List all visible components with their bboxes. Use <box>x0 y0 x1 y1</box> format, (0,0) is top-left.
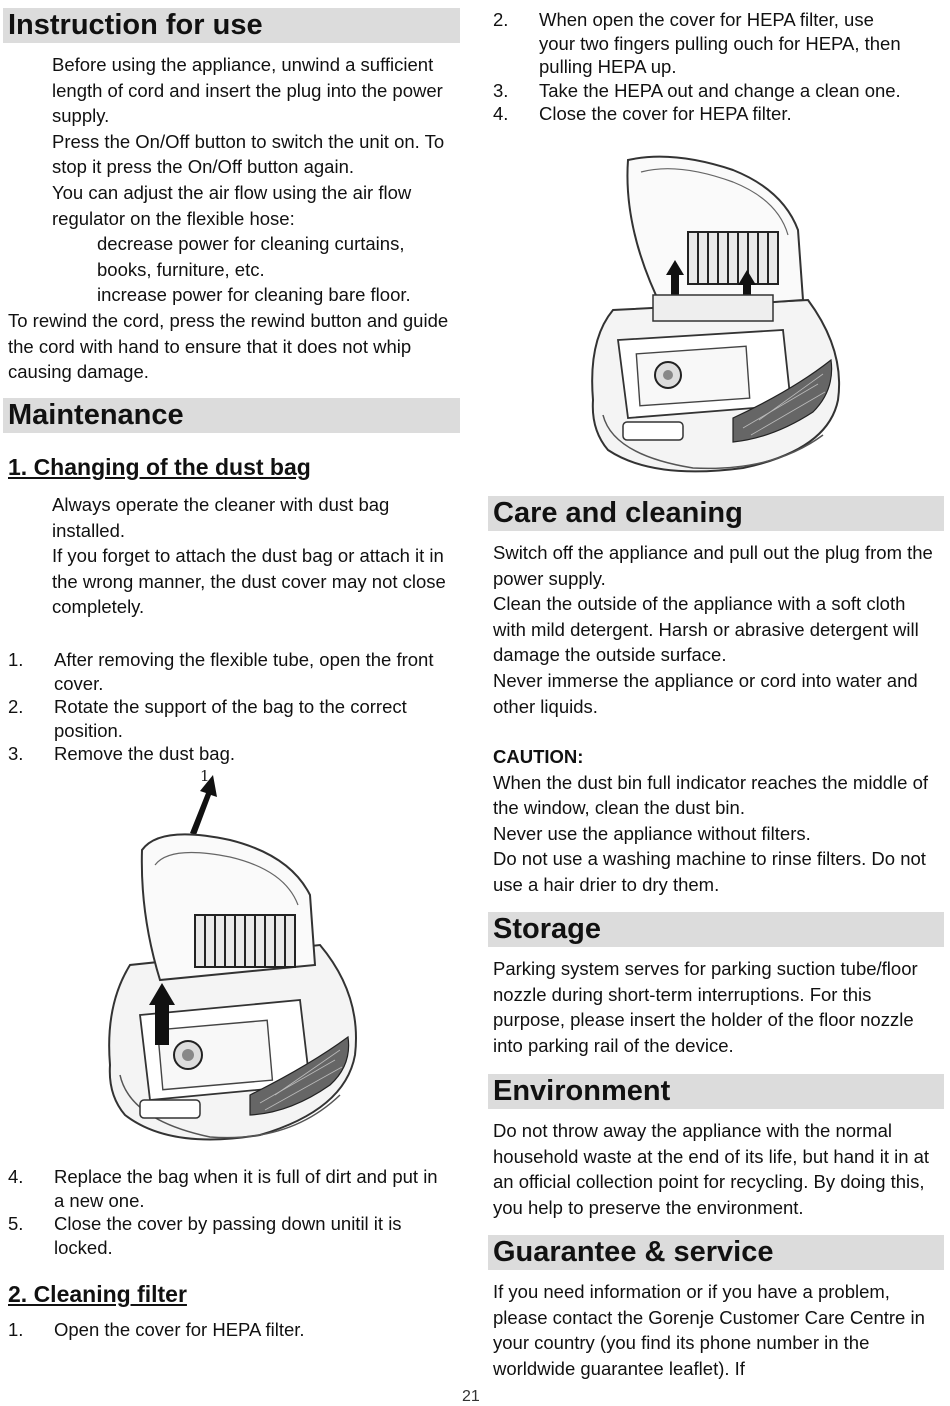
guarantee-para: If you need information or if you have a problem, please contact the Gorenje Customer Care Centre in your country (you find its phone number in the worldwide guarantee leaflet). If <box>493 1281 925 1379</box>
rewind-para: To rewind the cord, press the rewind button and guide the cord with hand to ensure that it does not whip causing damage. <box>8 309 449 383</box>
care-para-2: Clean the outside of the appliance with a soft cloth with mild detergent. Harsh or abrasive detergent will damage the outside surface. <box>493 593 919 666</box>
caution-para-3: Do not use a washing machine to rinse filters. Do not use a hair drier to dry them. <box>493 848 926 895</box>
list-item: 2. When open the cover for HEPA filter, use your two fingers pulling ouch for HEPA, then pulling HEPA up. <box>493 9 901 78</box>
list-item: 2. Rotate the support of the bag to the correct position. <box>8 696 407 741</box>
figure-label-1: 1 <box>200 767 210 785</box>
list-item: 5. Close the cover by passing down unitil it is locked. <box>8 1213 402 1258</box>
instruction-para-1: Before using the appliance, unwind a sufficient length of cord and insert the plug into the power supply. <box>52 54 443 127</box>
page-number: 21 <box>462 1388 480 1405</box>
filter-steps <box>8 1318 453 1342</box>
environment-para: Do not throw away the appliance with the normal household waste at the end of its life, but hand it in at an official collection point for recycling. By doing this, you help to preserve the environment. <box>493 1120 930 1218</box>
section-title-environment: Environment <box>488 1074 944 1109</box>
list-item: 4. Replace the bag when it is full of dirt and put in a new one. <box>8 1166 438 1211</box>
hepa-steps <box>493 8 913 126</box>
section-title-storage: Storage <box>488 912 944 947</box>
list-item: 1. After removing the flexible tube, open the front cover. <box>8 649 434 694</box>
dustbag-para-1: Always operate the cleaner with dust bag installed. <box>52 494 390 541</box>
list-item: 3. Take the HEPA out and change a clean one. <box>493 79 901 101</box>
section-title-maintenance: Maintenance <box>3 398 460 433</box>
subsection-title-dustbag: 1. Changing of the dust bag <box>8 454 311 480</box>
instruction-para-3: You can adjust the air flow using the air flow regulator on the flexible hose: <box>52 181 412 229</box>
section-title-care: Care and cleaning <box>488 496 944 531</box>
section-title-instruction: Instruction for use <box>3 8 460 43</box>
caution-para-1: When the dust bin full indicator reaches the middle of the window, clean the dust bin. <box>493 771 928 819</box>
caution-label: CAUTION: <box>493 746 584 767</box>
list-item: 1. Open the cover for HEPA filter. <box>8 1319 305 1340</box>
subsection-title-filter: 2. Cleaning filter <box>8 1281 187 1307</box>
list-item: 4. Close the cover for HEPA filter. <box>493 103 792 125</box>
dustbag-para-2: If you forget to attach the dust bag or attach it in the wrong manner, the dust cover may not close completely. <box>52 545 446 618</box>
vacuum-dustbag-illustration <box>100 765 365 1160</box>
dustbag-steps-b <box>8 1165 453 1259</box>
airflow-decrease: decrease power for cleaning curtains, books, furniture, etc. <box>97 233 405 280</box>
instruction-para-2: Press the On/Off button to switch the unit on. To stop it press the On/Off button again. <box>52 130 445 178</box>
dustbag-steps-a <box>8 648 453 766</box>
airflow-increase: increase power for cleaning bare floor. <box>97 284 411 306</box>
storage-para: Parking system serves for parking suction tube/floor nozzle during short-term interruptions. For this purpose, please insert the holder of the floor nozzle into parking rail of the device. <box>493 958 918 1056</box>
care-para-1: Switch off the appliance and pull out the plug from the power supply. <box>493 542 933 589</box>
list-item: 3. Remove the dust bag. <box>8 743 235 765</box>
vacuum-hepa-illustration <box>583 150 848 485</box>
caution-para-2: Never use the appliance without filters. <box>493 822 811 844</box>
section-title-guarantee: Guarantee & service <box>488 1235 944 1270</box>
care-para-3: Never immerse the appliance or cord into water and other liquids. <box>493 669 918 717</box>
